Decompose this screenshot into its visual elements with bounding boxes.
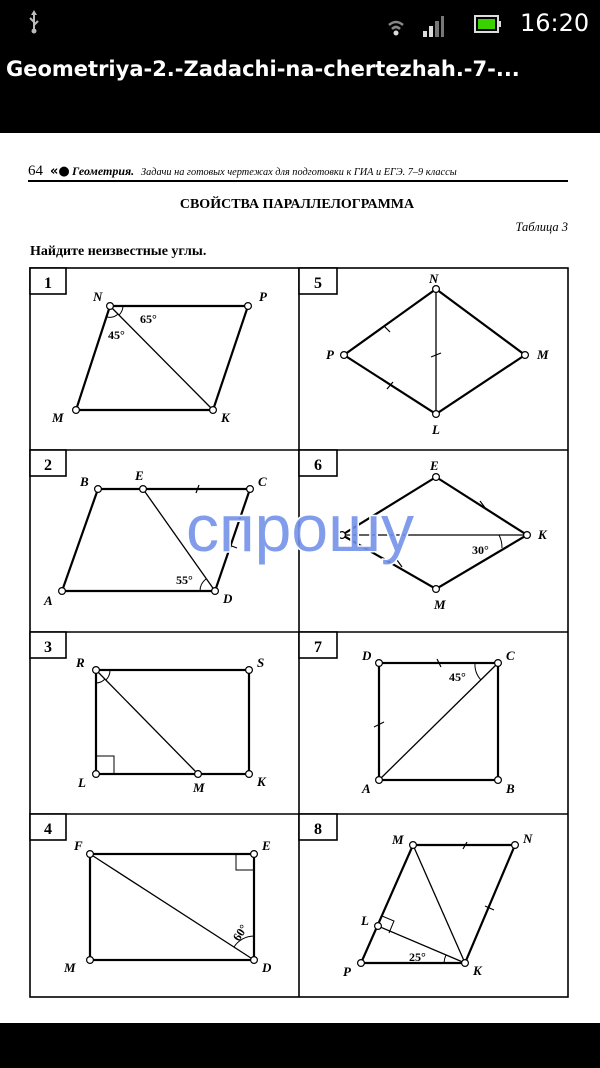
- svg-text:N: N: [429, 271, 439, 286]
- number-box-6: [299, 450, 337, 476]
- page-number: 64: [28, 163, 43, 179]
- svg-text:N: N: [93, 289, 103, 304]
- figure-8: [343, 831, 533, 979]
- svg-text:1: 1: [44, 275, 52, 292]
- svg-text:M: M: [392, 832, 404, 847]
- svg-text:B: B: [506, 781, 515, 796]
- svg-text:45°: 45°: [108, 328, 125, 342]
- svg-text:K: K: [538, 527, 547, 542]
- number-box-5: [299, 268, 337, 294]
- svg-text:L: L: [361, 913, 369, 928]
- book-subtitle: Задачи на готовых чертежах для подготовки к ГИА и ЕГЭ. 7–9 классы: [141, 167, 457, 178]
- svg-text:L: L: [432, 422, 440, 437]
- figure-3: [75, 655, 267, 795]
- signal-icon: [422, 14, 444, 38]
- svg-text:B: B: [80, 474, 89, 489]
- svg-text:K: K: [473, 963, 482, 978]
- table-label: Таблица 3: [515, 220, 568, 234]
- figure-4: [63, 838, 272, 975]
- figure-7: [361, 648, 515, 796]
- svg-text:2: 2: [44, 457, 52, 474]
- number-box-3: [30, 632, 66, 658]
- svg-text:55°: 55°: [176, 573, 193, 587]
- document-page[interactable]: [0, 133, 600, 1023]
- document-content: [0, 133, 600, 1023]
- number-box-1: [30, 268, 66, 294]
- svg-text:D: D: [362, 648, 372, 663]
- svg-text:65°: 65°: [140, 312, 157, 326]
- svg-text:K: K: [257, 774, 266, 789]
- watermark: спрошу: [185, 491, 415, 565]
- svg-text:C: C: [258, 474, 267, 489]
- svg-text:R: R: [76, 655, 85, 670]
- svg-text:M: M: [537, 347, 549, 362]
- svg-text:6: 6: [314, 457, 322, 474]
- svg-text:M: M: [193, 780, 205, 795]
- svg-text:F: F: [74, 838, 83, 853]
- svg-text:P: P: [343, 964, 351, 979]
- svg-text:A: A: [362, 781, 371, 796]
- section-heading: СВОЙСТВА ПАРАЛЛЕЛОГРАММА: [179, 197, 415, 212]
- instruction: Найдите неизвестные углы.: [30, 244, 207, 259]
- number-box-7: [299, 632, 337, 658]
- battery-icon: [474, 13, 502, 35]
- svg-text:N: N: [523, 831, 533, 846]
- header-marker: «●: [50, 164, 70, 179]
- document-title: Geometriya-2.-Zadachi-na-chertezhah.-7-...: [6, 57, 520, 81]
- svg-text:7: 7: [314, 639, 322, 656]
- svg-text:30°: 30°: [472, 543, 489, 557]
- number-box-2: [30, 450, 66, 476]
- svg-text:S: S: [257, 655, 265, 670]
- svg-text:8: 8: [314, 821, 322, 838]
- svg-text:M: M: [52, 410, 64, 425]
- title-bar: [0, 50, 600, 96]
- status-bar: [0, 0, 600, 50]
- svg-text:25°: 25°: [409, 950, 426, 964]
- svg-text:E: E: [135, 468, 144, 483]
- figure-5: [326, 271, 549, 437]
- number-box-4: [30, 814, 66, 840]
- clock: 16:20: [520, 9, 590, 37]
- bottom-bar: [0, 1023, 600, 1068]
- svg-text:C: C: [506, 648, 515, 663]
- svg-text:E: E: [430, 458, 439, 473]
- svg-text:M: M: [64, 960, 76, 975]
- figure-1: [51, 289, 268, 425]
- svg-text:D: D: [262, 960, 272, 975]
- svg-text:L: L: [78, 775, 86, 790]
- book-title: Геометрия.: [72, 164, 135, 178]
- svg-text:A: A: [44, 593, 53, 608]
- wifi-icon: [385, 16, 407, 38]
- usb-icon: [27, 10, 41, 34]
- svg-text:4: 4: [44, 821, 52, 838]
- svg-text:P: P: [259, 289, 267, 304]
- svg-text:60°: 60°: [229, 921, 251, 944]
- svg-text:K: K: [221, 410, 230, 425]
- svg-text:45°: 45°: [449, 670, 466, 684]
- svg-text:5: 5: [314, 275, 322, 292]
- svg-text:E: E: [262, 838, 271, 853]
- svg-text:M: M: [434, 597, 446, 612]
- svg-text:P: P: [326, 347, 334, 362]
- svg-text:D: D: [223, 591, 233, 606]
- number-box-8: [299, 814, 337, 840]
- svg-text:3: 3: [44, 639, 52, 656]
